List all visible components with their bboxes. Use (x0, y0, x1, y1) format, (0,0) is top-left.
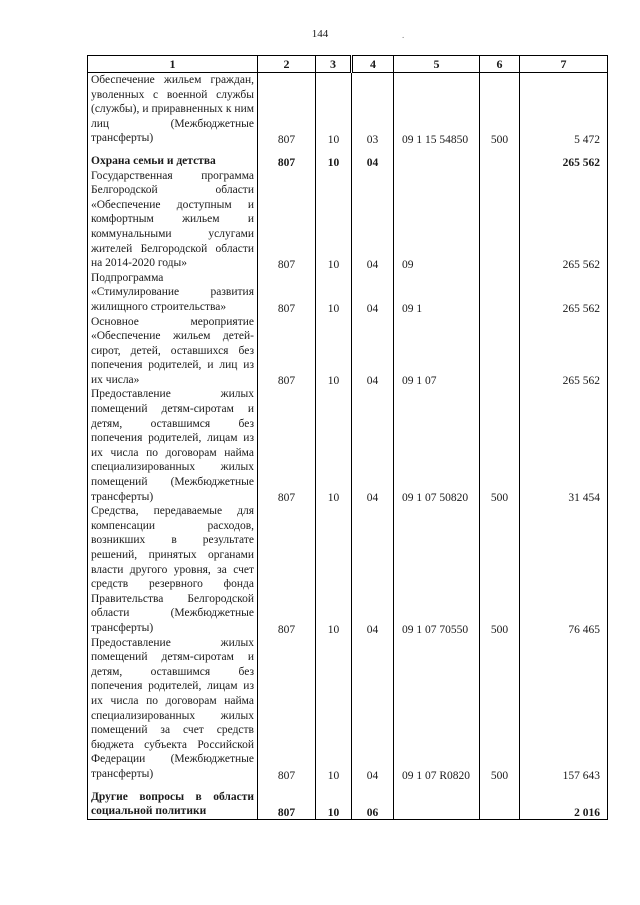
row-col-3: 10 (316, 387, 352, 504)
row-col-4: 04 (352, 271, 394, 315)
row-amount: 157 643 (520, 636, 608, 782)
row-col-6: 500 (480, 504, 520, 635)
header-col-6: 6 (480, 56, 520, 73)
row-col-5: 09 1 15 54850 (394, 73, 480, 146)
row-col-2: 807 (258, 146, 316, 169)
page-number: 144 (311, 28, 329, 40)
row-col-2: 807 (258, 271, 316, 315)
row-description: Государственная программа Белгородской области «Обеспечение доступным и комфортным жильем и коммунальными услугами жителей Белгородской области на 2014-2020 годы» (88, 169, 258, 271)
row-col-6 (480, 315, 520, 388)
header-col-4: 4 (352, 56, 394, 73)
row-col-6: 500 (480, 73, 520, 146)
table-row (88, 169, 608, 271)
row-col-4: 06 (352, 782, 394, 820)
row-col-4: 04 (352, 146, 394, 169)
header-col-1: 1 (88, 56, 258, 73)
row-col-3: 10 (316, 73, 352, 146)
table-row (88, 73, 608, 146)
row-description: Подпрограмма «Стимулирование развития жилищного строительства» (88, 271, 258, 315)
row-col-6 (480, 782, 520, 820)
row-description: Обеспечение жильем граждан, уволенных с военной службы (службы), и приравненных к ним лиц (Межбюджетные трансферты) (88, 73, 258, 146)
row-description: Другие вопросы в области социальной политики (88, 782, 258, 820)
row-col-3: 10 (316, 782, 352, 820)
row-amount: 2 016 (520, 782, 608, 820)
row-col-4: 03 (352, 73, 394, 146)
row-col-5: 09 1 (394, 271, 480, 315)
budget-table (87, 55, 608, 820)
row-col-2: 807 (258, 504, 316, 635)
row-col-3: 10 (316, 271, 352, 315)
row-col-6 (480, 271, 520, 315)
table-row (88, 504, 608, 635)
row-col-4: 04 (352, 315, 394, 388)
table-row (88, 636, 608, 782)
header-col-3: 3 (316, 56, 352, 73)
row-col-4: 04 (352, 387, 394, 504)
row-amount: 265 562 (520, 169, 608, 271)
row-amount: 265 562 (520, 146, 608, 169)
row-amount: 265 562 (520, 271, 608, 315)
row-col-4: 04 (352, 504, 394, 635)
row-col-2: 807 (258, 636, 316, 782)
table-row (88, 271, 608, 315)
row-col-5: 09 1 07 70550 (394, 504, 480, 635)
row-amount: 5 472 (520, 73, 608, 146)
table-row (88, 782, 608, 820)
row-amount: 31 454 (520, 387, 608, 504)
row-col-5 (394, 782, 480, 820)
header-col-7: 7 (520, 56, 608, 73)
row-col-2: 807 (258, 387, 316, 504)
row-col-6 (480, 146, 520, 169)
table-row (88, 315, 608, 388)
row-col-2: 807 (258, 782, 316, 820)
row-col-3: 10 (316, 169, 352, 271)
row-col-5: 09 1 07 R0820 (394, 636, 480, 782)
header-row (88, 56, 608, 73)
row-col-2: 807 (258, 315, 316, 388)
row-col-5: 09 1 07 50820 (394, 387, 480, 504)
header-col-5: 5 (394, 56, 480, 73)
row-col-5: 09 1 07 (394, 315, 480, 388)
row-col-6: 500 (480, 387, 520, 504)
row-col-3: 10 (316, 315, 352, 388)
row-col-4: 04 (352, 636, 394, 782)
row-col-2: 807 (258, 169, 316, 271)
row-amount: 265 562 (520, 315, 608, 388)
row-col-6 (480, 169, 520, 271)
row-description: Предоставление жилых помещений детям-сиротам и детям, оставшимся без попечения родителей, лицам из их числа по договорам найма специализированных жилых помещений за счет средств бюджета субъекта Российской Федерации (Межбюджетные трансферты) (88, 636, 258, 782)
page-mark: . (402, 30, 405, 40)
row-col-6: 500 (480, 636, 520, 782)
row-col-5: 09 (394, 169, 480, 271)
row-col-3: 10 (316, 504, 352, 635)
row-description: Предоставление жилых помещений детям-сиротам и детям, оставшимся без попечения родителей, лицам из их числа по договорам найма специализированных жилых помещений (Межбюджетные трансферты) (88, 387, 258, 504)
row-col-4: 04 (352, 169, 394, 271)
row-col-3: 10 (316, 146, 352, 169)
row-col-2: 807 (258, 73, 316, 146)
row-description: Средства, передаваемые для компенсации расходов, возникших в результате решений, принятых органами власти другого уровня, за счет средств резервного фонда Правительства Белгородской области (Межбюджетные трансферты) (88, 504, 258, 635)
row-description: Охрана семьи и детства (88, 146, 258, 169)
header-col-2: 2 (258, 56, 316, 73)
row-amount: 76 465 (520, 504, 608, 635)
row-col-3: 10 (316, 636, 352, 782)
table-row (88, 146, 608, 169)
row-description: Основное мероприятие «Обеспечение жильем детей-сирот, детей, оставшихся без попечения родителей, и лиц из их числа» (88, 315, 258, 388)
row-col-5 (394, 146, 480, 169)
table-row (88, 387, 608, 504)
